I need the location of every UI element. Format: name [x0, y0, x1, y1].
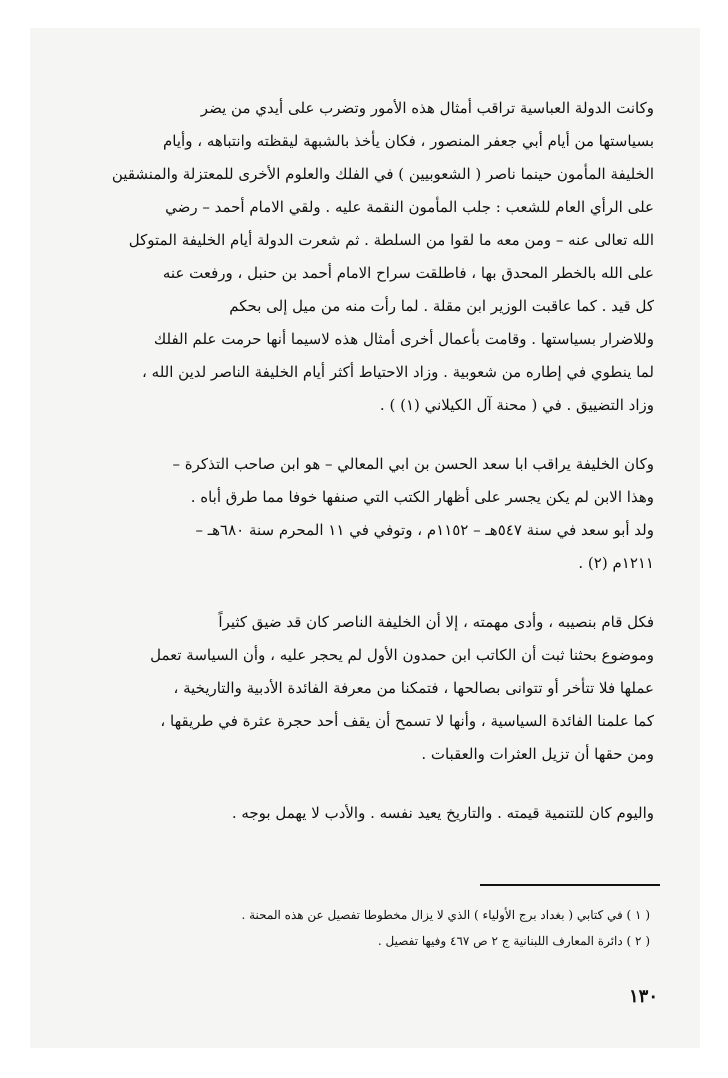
paragraph-2	[74, 448, 654, 580]
text-line: بسياستها من أيام أبي جعفر المنصور ، فكان يأخذ بالشبهة ليقظته وانتباهه ، وأيام	[163, 132, 654, 150]
book-page	[30, 28, 700, 1048]
text-line: وكانت الدولة العباسية تراقب أمثال هذه الأمور وتضرب على أيدي من يضر	[200, 99, 654, 117]
text-line: وموضوع بحثنا ثبت أن الكاتب ابن حمدون الأول لم يحجر عليه ، وأن السياسة تعمل	[150, 646, 654, 664]
text-line: كما علمنا الفائدة السياسية ، وأنها لا تسمح أن يقف أحد حجرة عثرة في طريقها ،	[160, 712, 654, 730]
paragraph-4	[74, 797, 654, 830]
text-line: عملها فلا تتأخر أو تتوانى بصالحها ، فتمكنا من معرفة الفائدة الأدبية والتاريخية ،	[173, 679, 654, 697]
text-line: لما ينطوي في إطاره من شعوبية . وزاد الاحتياط أكثر أيام الخليفة الناصر لدين الله ،	[142, 363, 654, 381]
text-line: وهذا الابن لم يكن يجسر على أظهار الكتب التي صنفها خوفا مما طرق أباه .	[190, 488, 654, 506]
footnote-2: ( ٢ ) دائرة المعارف اللبنانية ج ٢ ص ٤٦٧ وفيها تفصيل .	[377, 934, 650, 948]
footnote-divider	[480, 884, 660, 886]
footnote-1: ( ١ ) في كتابي ( بغداد برج الأولياء ) الذي لا يزال مخطوطا تفصيل عن هذه المحنة .	[241, 908, 650, 922]
text-line: على الرأي العام للشعب : جلب المأمون النقمة عليه . ولقي الامام أحمد – رضي	[165, 198, 654, 216]
page-number: ١٣٠	[628, 986, 658, 1007]
text-line: ومن حقها أن تزيل العثرات والعقبات .	[421, 745, 654, 763]
text-line: على الله بالخطر المحدق بها ، فاطلقت سراح الامام أحمد بن حنبل ، ورفعت عنه	[162, 264, 654, 282]
text-line: الخليفة المأمون حينما ناصر ( الشعوبيين ) في الفلك والعلوم الأخرى للمعتزلة والمنشقين	[111, 165, 654, 183]
text-line: وكان الخليفة يراقب ابا سعد الحسن بن ابي المعالي – هو ابن صاحب التذكرة –	[172, 455, 654, 473]
text-line: ولد أبو سعد في سنة ٥٤٧هـ – ١١٥٢م ، وتوفي في ١١ المحرم سنة ٦٨٠هـ –	[195, 521, 654, 539]
footnotes	[90, 902, 650, 954]
text-line: وزاد التضييق . في ( محنة آل الكيلاني (١) ) .	[379, 396, 654, 414]
paragraph-3	[74, 606, 654, 771]
text-line: فكل قام بنصيبه ، وأدى مهمته ، إلا أن الخليفة الناصر كان قد ضيق كثيراً	[218, 613, 654, 631]
body-text	[74, 92, 654, 856]
text-line: الله تعالى عنه – ومن معه ما لقوا من السلطة . ثم شعرت الدولة أيام الخليفة المتوكل	[128, 231, 654, 249]
text-line: ١٢١١م (٢) .	[578, 554, 654, 572]
text-line: كل قيد . كما عاقبت الوزير ابن مقلة . لما رأت منه من ميل إلى بحكم	[229, 297, 654, 315]
text-line: وللاضرار بسياستها . وقامت بأعمال أخرى أمثال هذه لاسيما أنها حرمت علم الفلك	[153, 330, 654, 348]
text-line: واليوم كان للتنمية قيمته . والتاريخ يعيد نفسه . والأدب لا يهمل بوجه .	[231, 804, 654, 822]
paragraph-1	[74, 92, 654, 422]
